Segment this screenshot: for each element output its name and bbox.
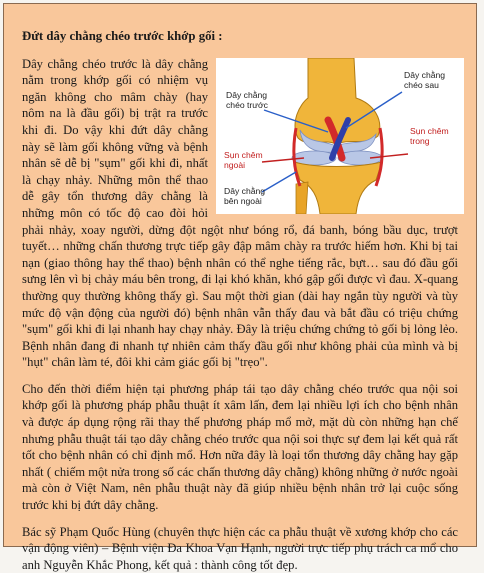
article-card <box>3 3 477 572</box>
paragraph-2: Cho đến thời điểm hiện tại phương pháp tái tạo dây chằng chéo trước qua nội soi khớp gối là phương pháp phẫu thuật ít xâm lấn, đem lại nhiều lợi ích cho bệnh nhân và được áp dụng rộng rãi thay thế phương pháp mổ mở, mặt dù còn những hạn chế nhưng phẫu thuật tái tạo dây chằng chéo trước qua nội soi thực sự đem lại kết quả rất tốt cho bệnh nhân có chỉ định mổ. Hơn nữa đây là loại tổn thương dây chằng hay gặp nhất ( chiếm một nửa trong số các chấn thương dây chằng) không những ở nước ngoài mà còn ở Việt Nam, nên phẫu thuật này đã giúp nhiều bệnh nhân trở lại cuộc sống trước khi bị đứt dây chằng. <box>22 381 458 513</box>
acl-label: Dây chằng chéo trước <box>226 89 268 110</box>
paragraph-3: Bác sỹ Phạm Quốc Hùng (chuyên thực hiện các ca phẫu thuật về xương khớp cho các vận động viên) – Bệnh viện Đa Khoa Vạn Hạnh, người trực tiếp phụ trách ca mổ cho anh Nguyễn Khắc Phong, kết quả : thành công tốt đẹp. <box>22 524 458 572</box>
lcl-pointer <box>262 172 296 192</box>
paragraph-1: Dây chằng chéo trước là dây chằng nằm trong khớp gối có nhiệm vụ ngăn không cho mâm chày (hay nôm na là đầu gối) bị trật ra trước khi đi. Do vậy khi đứt dây chằng này sẽ làm gối không vững và bệnh nhân sẽ dễ bị "sụm" gối khi đi, nhất là chạy nhảy. Những môn thể thao dễ gây tổn thương dây chằng là những môn có tốc độ cao đòi hỏi phải nhảy, xoay người, dừng đột ngột như bóng rổ, đá banh, bóng bầu dục, trượt tuyết… những chấn thương trực tiếp gây đập mâm chày ra trước hiếm hơn. Khi bị tai nạn (giao thông hay thể thao) bệnh nhân có thể nghe tiếng rắc, bựt… sau đó đầu gối sưng lên vì bị chảy máu bên trong, đi lại khó khăn, khó gập gối được vì đau. X-quang thường quy thường không thấy gì. Sau một thời gian (dài hay ngắn tùy người và tùy mức độ vận động của người đó) bệnh nhân vẫn thấy đau và bắt đầu có triệu chứng "sụm" gối khi đi lại nhanh hay chạy nhảy. Đây là triệu chứng chứng tỏ gối bị lỏng lẻo. Bệnh nhân đang đi nhanh tự nhiên cảm thấy đầu gối như không phải của mình và bị "hụt" chân làm té, đôi khi cảm giác gối bị "trẹo". <box>22 56 458 370</box>
fibula-bone <box>296 182 308 214</box>
knee-anatomy-figure <box>216 58 464 214</box>
pcl-label: Dây chằng chéo sau <box>404 69 446 90</box>
lateral-meniscus-label: Sụn chêm ngoài <box>224 149 263 170</box>
medial-meniscus-label: Sụn chêm trong <box>410 125 449 146</box>
lcl-label: Dây chằng bên ngoài <box>224 185 266 206</box>
article-title: Đứt dây chằng chéo trước khớp gối : <box>22 29 223 43</box>
femur-bone <box>295 58 380 144</box>
